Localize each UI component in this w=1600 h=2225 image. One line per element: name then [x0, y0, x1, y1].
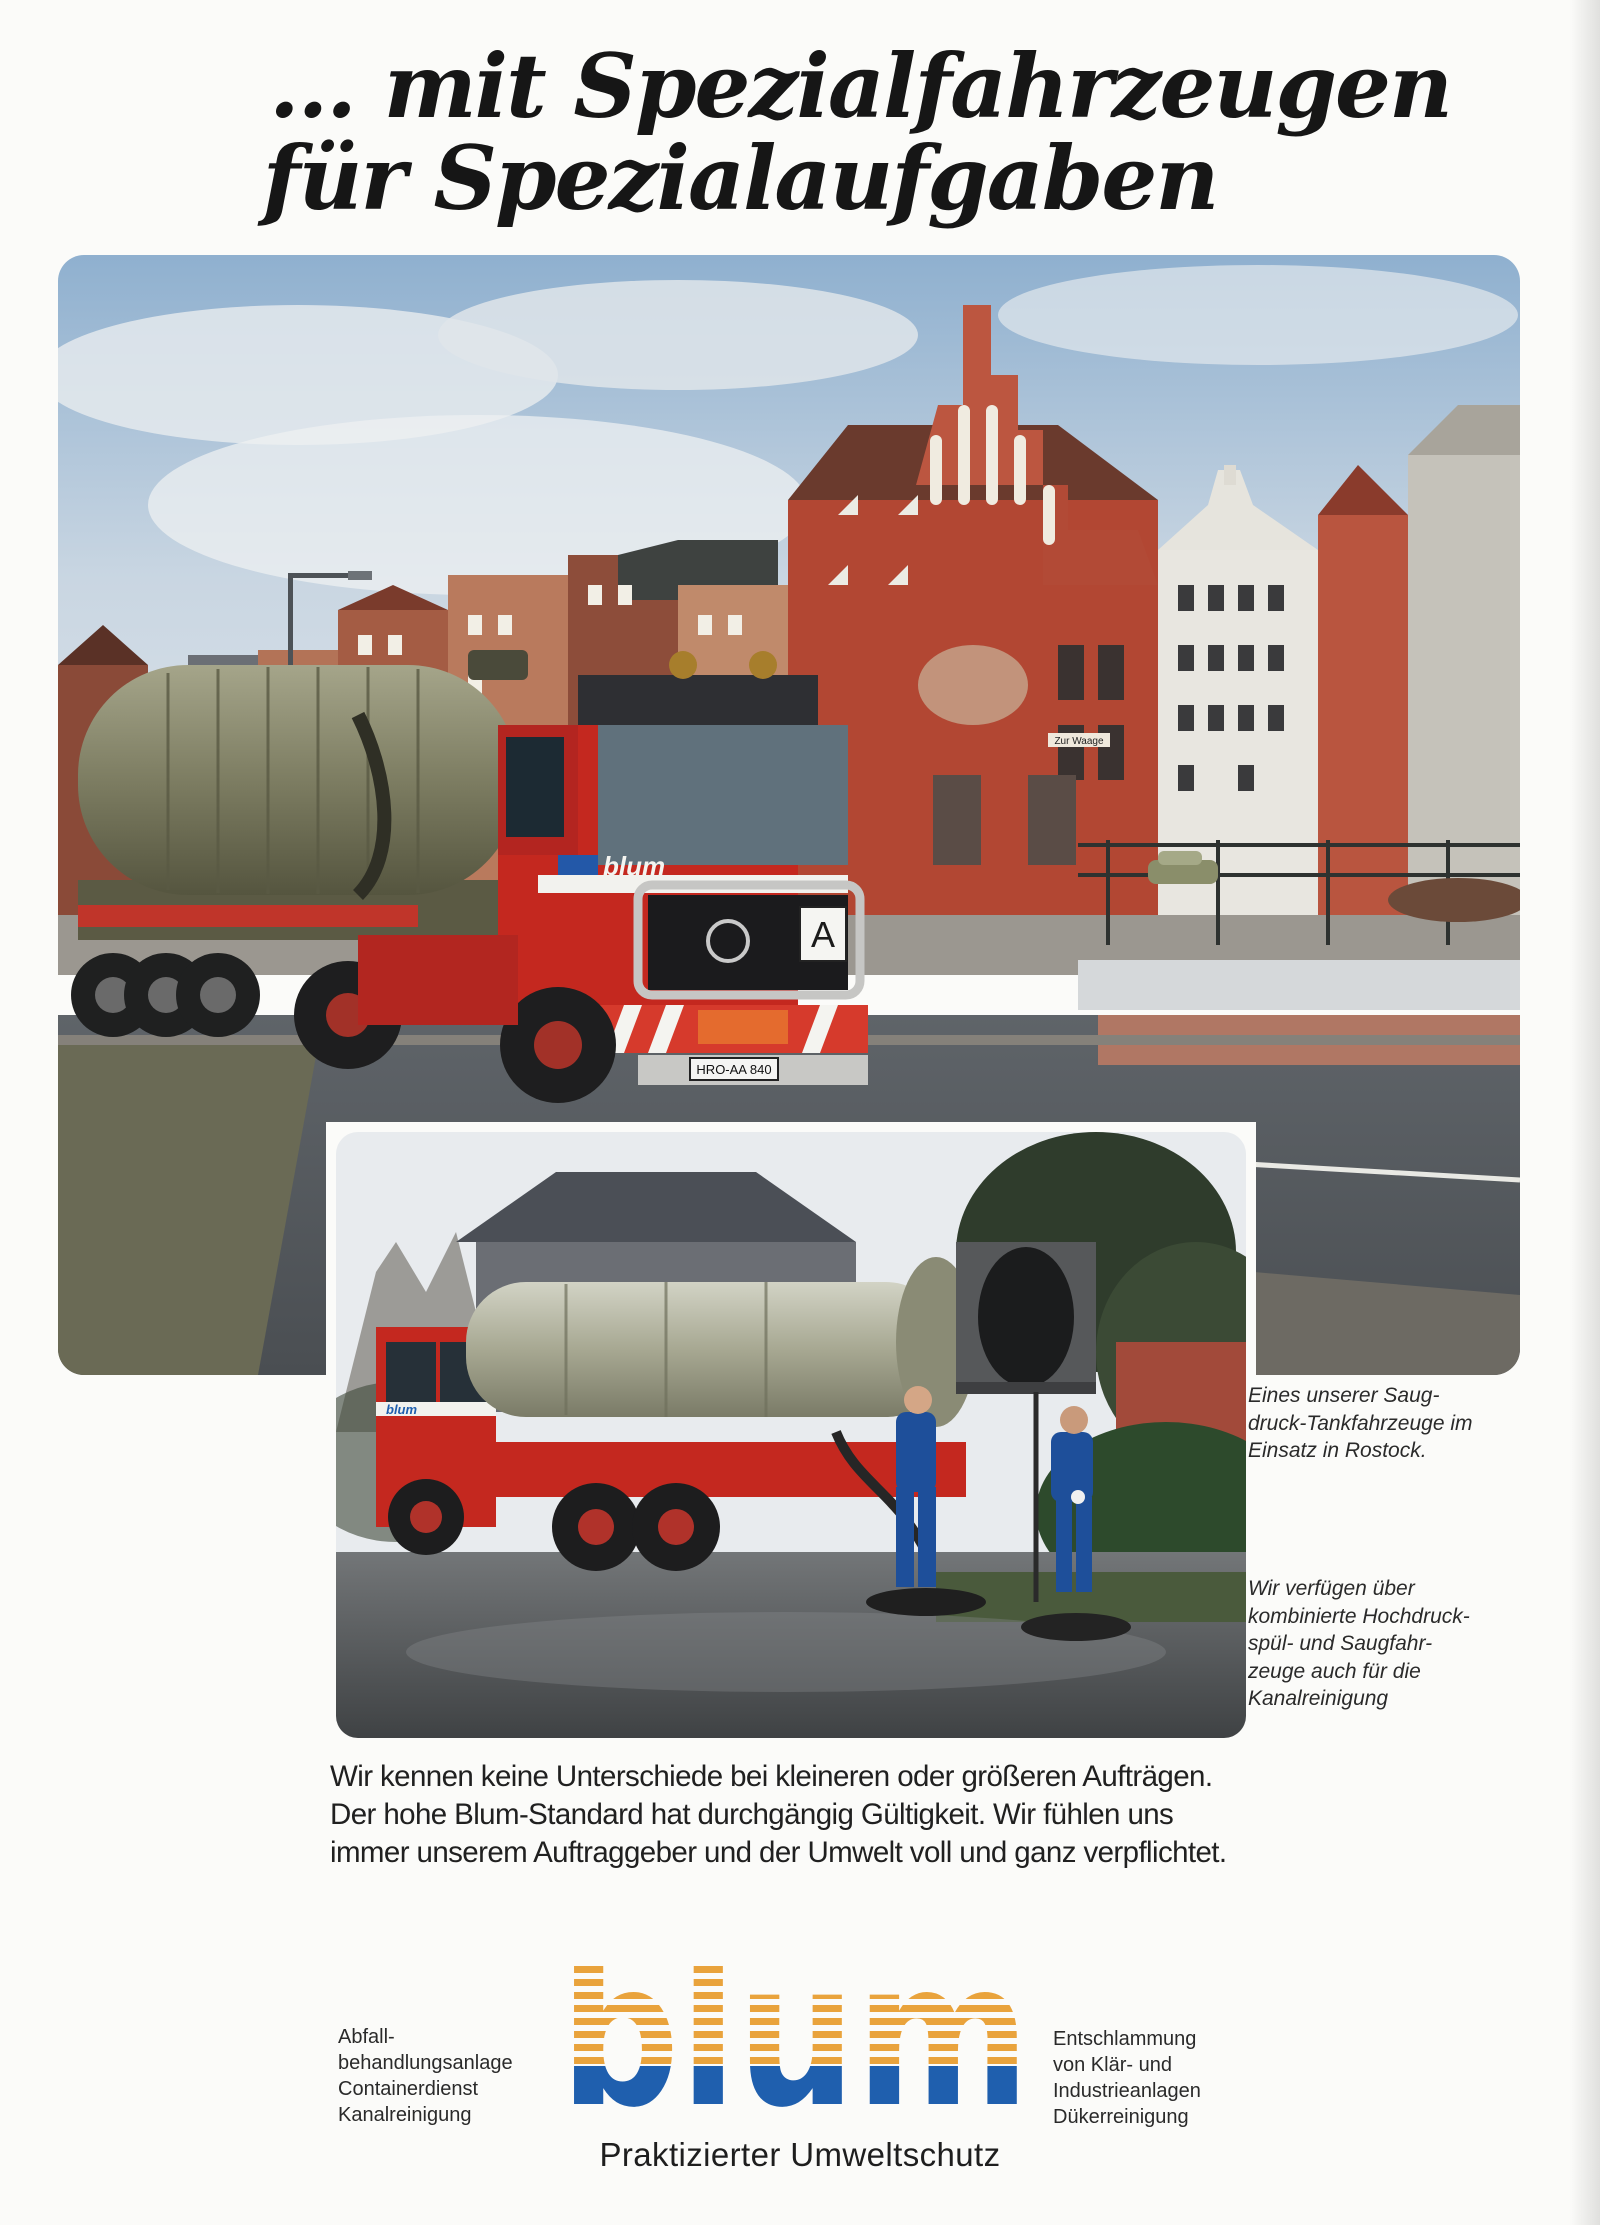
caption-line: Einsatz in Rostock.	[1248, 1439, 1427, 1462]
headline-line-1: ... mit Spezialfahrzeugen	[269, 34, 1451, 138]
caption-line: Wir verfügen über	[1248, 1577, 1415, 1600]
caption-line: kombinierte Hochdruck-	[1248, 1604, 1470, 1628]
caption-line: spül- und Saugfahr-	[1248, 1632, 1433, 1655]
headline	[0, 34, 1600, 230]
inset-truck-brand-text: blum	[386, 1402, 418, 1417]
service-item: Containerdienst	[338, 2078, 479, 2100]
caption-line: Eines unserer Saug-	[1248, 1384, 1440, 1407]
caption-line: druck-Tankfahrzeuge im	[1248, 1411, 1473, 1435]
blum-logo	[552, 1966, 1038, 2128]
photo-sewer-cleaning-truck	[326, 1122, 1256, 1748]
services-list-right	[1053, 2026, 1201, 2130]
services-list-left	[338, 2024, 513, 2128]
caption-sewer-cleaning-truck	[1248, 1575, 1548, 1713]
body-line: Der hohe Blum-Standard hat durchgängig Gültigkeit. Wir fühlen uns	[330, 1798, 1174, 1831]
service-item: Dükerreinigung	[1053, 2106, 1189, 2128]
caption-line: Kanalreinigung	[1248, 1687, 1389, 1710]
body-paragraph	[330, 1758, 1270, 1872]
caption-tanker-truck	[1248, 1382, 1548, 1465]
service-item: Entschlammung	[1053, 2028, 1197, 2050]
body-line: immer unserem Auftraggeber und der Umwelt voll und ganz verpflichtet.	[330, 1836, 1227, 1869]
truck-brand-text: blum	[603, 851, 666, 881]
body-line: Wir kennen keine Unterschiede bei kleineren oder größeren Aufträgen.	[330, 1760, 1213, 1793]
service-item: von Klär- und	[1053, 2054, 1172, 2076]
tagline: Praktizierter Umweltschutz	[599, 2136, 1001, 2173]
caption-line: zeuge auch für die	[1248, 1659, 1421, 1683]
windshield-sign: A	[810, 914, 836, 955]
service-item: behandlungsanlage	[338, 2052, 513, 2074]
shop-sign-text: Zur Waage	[1054, 736, 1104, 747]
license-plate: HRO-AA 840	[696, 1062, 772, 1077]
headline-line-2: für Spezialaufgaben	[262, 126, 1218, 230]
service-item: Industrieanlagen	[1053, 2080, 1201, 2102]
page-edge-shadow	[1570, 0, 1600, 2225]
service-item: Kanalreinigung	[338, 2104, 472, 2126]
service-item: Abfall-	[338, 2026, 395, 2048]
